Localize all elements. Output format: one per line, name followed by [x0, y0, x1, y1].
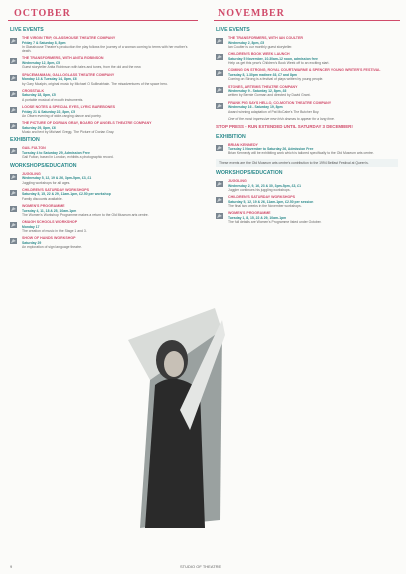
event-date: Saturday 8, 15, 22 & 29, 11am-1pm, £2.50 per workshop [22, 192, 111, 197]
event-bullet-icon [216, 69, 224, 77]
event-title: CHILDREN'S SATURDAY WORKSHOPS [228, 195, 296, 200]
event-bullet-icon [10, 221, 18, 229]
event-date: Tuesday 4, 11, 18 & 25, 10am-1pm [22, 208, 77, 213]
event-bullet-icon [216, 86, 224, 94]
event-listing [216, 195, 398, 208]
november-column [216, 24, 398, 228]
event-title: BRIAN KENNEDY [228, 142, 258, 147]
event-description: Juggler continues his juggling workshops. [228, 187, 291, 192]
event-description: An exploration of sign language theatre. [22, 245, 82, 250]
event-description: The Women's Workshop Programme makes a return to the Old Museum arts centre. [22, 212, 149, 217]
event-bullet-icon [10, 90, 18, 98]
event-listing [10, 188, 192, 201]
event-listing [216, 52, 398, 65]
event-listing [10, 36, 192, 53]
event-listing [10, 204, 192, 217]
event-description: In Glasshouse Theatre's production the play follows the journey of a woman coming to terms with her mother's death. [22, 44, 188, 54]
event-bullet-icon [10, 189, 18, 197]
event-bullet-icon [10, 106, 18, 114]
event-bullet-icon [10, 147, 18, 155]
october-column [10, 24, 192, 253]
event-bullet-icon [10, 237, 18, 245]
event-bullet-icon [216, 37, 224, 45]
event-description: Juggling workshops for all ages. [22, 180, 71, 185]
event-description: Music and text by Michael Gregg. The Picture of Dorian Gray. [22, 130, 115, 135]
event-bullet-icon [216, 144, 224, 152]
event-description: Gail Fulton, based in London, exhibits a photographic record. [22, 155, 114, 160]
event-title: FRANK PIG SAYS HELLO, CO-MOTION THEATRE COMPANY [228, 100, 332, 105]
event-bullet-icon [216, 212, 224, 220]
event-title: OMAGH SCHOOLS WORKSHOP [22, 220, 78, 225]
event-bullet-icon [10, 173, 18, 181]
event-title: JUGGLING [22, 171, 41, 176]
event-listing [10, 73, 192, 86]
section-heading: LIVE EVENTS [10, 27, 44, 33]
event-listing [10, 105, 192, 118]
event-date: Wednesday 12, 8pm, £5 [22, 61, 61, 66]
event-description: Brian Kennedy will be exhibiting work which is tailored specifically to the Old Museum arts centre. [228, 151, 374, 156]
section-heading: EXHIBITION [10, 137, 40, 144]
festival-note: These events are the Old Museum arts centre's contribution to the 1994 Belfast Festival at Queen's. [216, 159, 398, 167]
event-listing [10, 89, 192, 102]
event-description: A portable musical of mouth instruments. [22, 97, 84, 102]
event-date: Wednesday 16 - Saturday 19, 8pm [228, 105, 283, 110]
event-description: The creation of music in the Stage 1 and 3. [22, 229, 87, 234]
event-date: Tuesday 1 November to Saturday 26, Admission Free [228, 147, 314, 152]
event-listing [216, 211, 398, 224]
event-bullet-icon [216, 196, 224, 204]
event-date: Tuesday 8, 1.30pm matinee £6, £7 and 8pm [228, 72, 297, 77]
footer-caption: STUDIO OF THEATRE [180, 564, 222, 569]
event-description: An Olwen evening of wide-ranging dance and poetry. [22, 113, 102, 118]
event-description: Coming on Strong is a festival of plays written by young people. [228, 77, 324, 82]
event-title: THE TRANSFORMERS, WITH ANITA ROBINSON [22, 56, 104, 61]
event-bullet-icon [10, 37, 18, 45]
event-date: Wednesday 2, 9, 16, 23 & 30, 3pm-5pm, £3, £1 [228, 183, 302, 188]
event-title: SHOW OF HANDS WORKSHOP [22, 236, 76, 241]
section-heading: WORKSHOPS/EDUCATION [10, 162, 77, 169]
event-listing [216, 36, 398, 49]
event-title: JUGGLING [228, 179, 247, 184]
event-title: CHILDREN'S SATURDAY WORKSHOPS [22, 187, 90, 192]
event-title: THE TRANSFORMERS, WITH IAN COULTER [228, 36, 303, 40]
event-date: Monday 13 & Tuesday 14, 8pm, £6 [22, 77, 77, 82]
month-november: NOVEMBER [218, 8, 285, 19]
event-title: SPACEMANMAN, GALLOGLASS THEATRE COMPANY [22, 72, 115, 77]
event-listing [216, 179, 398, 192]
event-listing [10, 220, 192, 233]
event-description: Guest storyteller Anita Robinson with tales and tunes, from the old and the new. [22, 65, 142, 70]
event-date: Saturday 18, 8pm, £5 [22, 93, 56, 98]
event-listing [10, 146, 192, 159]
event-date: Wednesday 5, 12, 19 & 26, 3pm-5pm, £3, £1 [22, 176, 92, 181]
review-quote: One of the most impressive new Irish dramas to appear for a long time. [228, 116, 335, 121]
event-title: WOMEN'S PROGRAMME [228, 211, 271, 216]
divider [214, 20, 400, 21]
event-date: Friday 21 & Saturday 22, 8pm, £5 [22, 109, 75, 114]
event-description: The full details are Women's Programme listed under October. [228, 220, 322, 225]
event-listing [10, 121, 192, 134]
event-listing [10, 236, 192, 249]
event-date: Saturday 29, 8pm, £6 [22, 125, 56, 130]
event-bullet-icon [10, 122, 18, 130]
event-listing [216, 68, 398, 81]
event-title: THE PICTURE OF DORIAN GRAY, BOARD OF ANGELS THEATRE COMPANY [22, 121, 152, 126]
event-bullet-icon [216, 53, 224, 61]
divider [8, 20, 198, 21]
event-title: CHILDREN'S BOOK WEEK LAUNCH [228, 52, 290, 57]
event-listing [10, 56, 192, 69]
event-title: GAIL FULTON [22, 146, 46, 151]
event-description: Ian Coulter is our monthly guest storyteller. [228, 44, 293, 49]
page-number: 9 [10, 564, 13, 569]
month-october: OCTOBER [14, 8, 71, 19]
event-date: Wednesday 2, 8pm, £5 [228, 40, 265, 45]
stop-press-notice: STOP PRESS - RUN EXTENDED UNTIL SATURDAY 3 DECEMBER! [216, 124, 353, 130]
event-date: Saturday 5, 12, 19 & 26, 11am-1pm, £2.50 per session [228, 199, 314, 204]
section-heading: WORKSHOPS/EDUCATION [216, 170, 283, 177]
section-heading: LIVE EVENTS [216, 27, 250, 33]
event-date: Friday 7 & Saturday 8, 8pm [22, 40, 66, 45]
event-listing [10, 172, 192, 185]
event-description: The final two weeks in the November workshops. [228, 204, 302, 209]
event-date: Tuesday 1, 8, 15, 22 & 29, 10am-1pm [228, 215, 287, 220]
event-title: LOOSE NOTES & SPECIAL EYES, LYRIC BAREBONES [22, 105, 116, 110]
event-date: Saturday 5 November, 10.30am-12 noon, admission free [228, 56, 318, 61]
event-bullet-icon [10, 57, 18, 65]
event-bullet-icon [216, 180, 224, 188]
event-listing [216, 101, 398, 114]
event-description: Family discounts available. [22, 196, 63, 201]
event-description: Award winning adaptation of Pat McCabe's The Butcher Boy. [228, 109, 320, 114]
event-bullet-icon [216, 102, 224, 110]
event-description: written by Bernie Gorman and directed by David Grant. [228, 93, 311, 98]
event-description: by Gary Mcalpin, original music by Michael O Suilleabhain. The misadventures of the space hero. [22, 81, 168, 86]
section-heading: EXHIBITION [216, 133, 246, 140]
event-listing [216, 85, 398, 98]
performer-photo [110, 300, 225, 528]
event-date: Wednesday 9 - Saturday 12, 8pm, £6 [228, 89, 287, 94]
event-date: Saturday 29 [22, 240, 42, 245]
event-description: Help us get this year's Children's Book Week off to an exciting start. [228, 61, 330, 66]
event-title: COMING ON STRONG, ROYAL COURT/WARNE & SPENCER YOUNG WRITER'S FESTIVAL [228, 68, 381, 73]
event-date: Monday 17 [22, 224, 40, 229]
event-title: CROSSTALK [22, 88, 45, 93]
event-title: WOMEN'S PROGRAMME [22, 203, 65, 208]
event-title: THE VIRGIN TRIP, GLASSHOUSE THEATRE COMPANY [22, 36, 116, 40]
event-listing [216, 143, 398, 156]
event-date: Tuesday 4 to Saturday 29, Admission Free [22, 151, 90, 156]
event-title: STONES, ARTEMIS THEATRE COMPANY [228, 84, 298, 89]
event-bullet-icon [10, 74, 18, 82]
event-bullet-icon [10, 205, 18, 213]
